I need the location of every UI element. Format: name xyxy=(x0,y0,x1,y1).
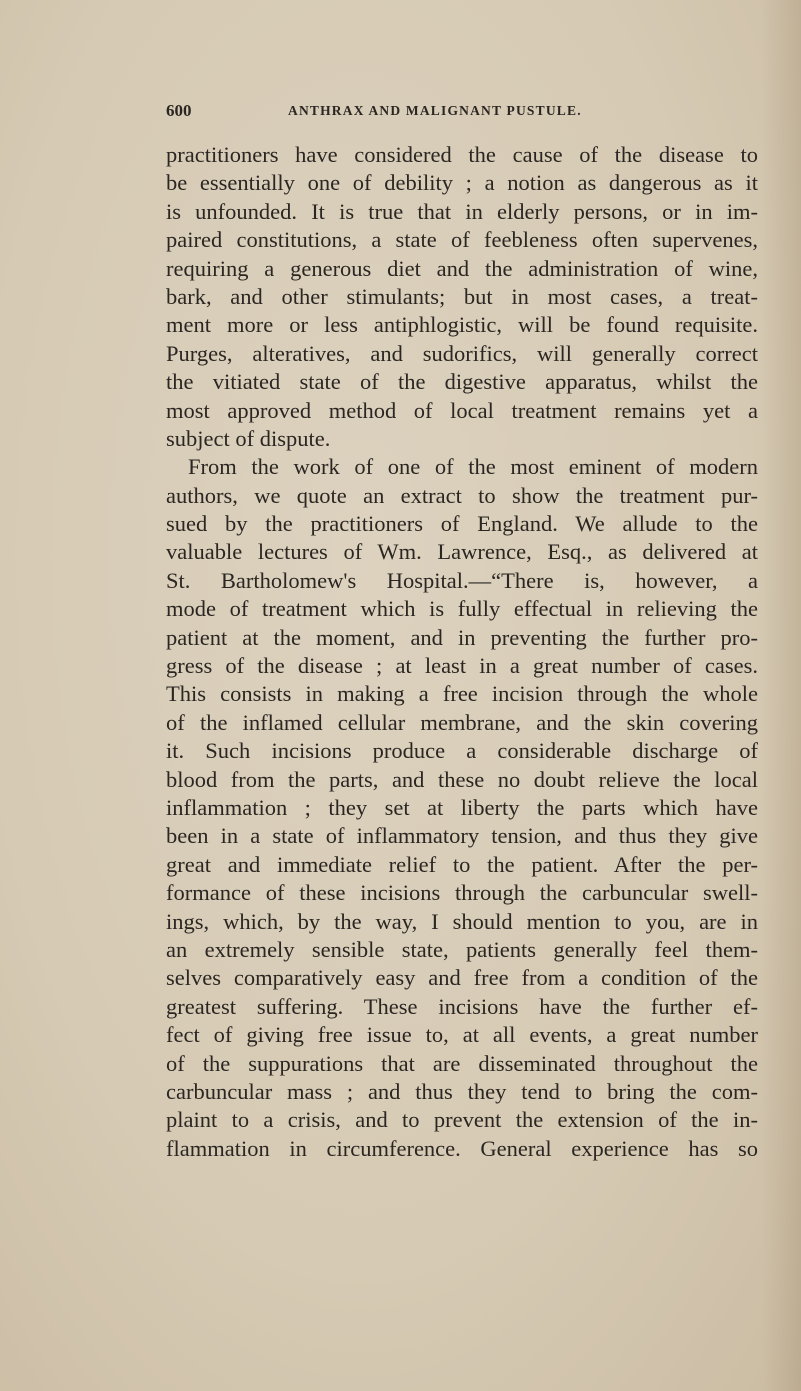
page-header xyxy=(166,101,758,121)
text-line: ment more or less antiphlogistic, will be found requisite. xyxy=(166,312,758,338)
text-line: paired constitutions, a state of feebleness often supervenes, xyxy=(166,227,758,253)
text-line: fect of giving free issue to, at all events, a great number xyxy=(166,1022,758,1048)
text-line: practitioners have considered the cause of the disease to xyxy=(166,142,758,167)
running-title: ANTHRAX AND MALIGNANT PUSTULE. xyxy=(288,103,582,118)
text-line: This consists in making a free incision through the whole xyxy=(166,681,758,707)
text-line: authors, we quote an extract to show the treatment pur- xyxy=(166,482,758,508)
text-line: subject of dispute. xyxy=(166,425,331,451)
text-line: sued by the practitioners of England. We allude to the xyxy=(166,511,758,537)
text-line: carbuncular mass ; and thus they tend to bring the com- xyxy=(166,1078,758,1104)
text-line: of the suppurations that are disseminated throughout the xyxy=(166,1050,758,1076)
text-line: been in a state of inflammatory tension, and thus they give xyxy=(166,823,758,849)
text-line: greatest suffering. These incisions have the further ef- xyxy=(166,993,758,1019)
text-line: gress of the disease ; at least in a great number of cases. xyxy=(166,653,758,679)
page-number: 600 xyxy=(166,101,192,120)
text-line: most approved method of local treatment remains yet a xyxy=(166,397,758,423)
text-line: formance of these incisions through the carbuncular swell- xyxy=(166,880,758,906)
text-line: patient at the moment, and in preventing the further pro- xyxy=(166,624,758,650)
text-line: of the inflamed cellular membrane, and the skin covering xyxy=(166,709,758,735)
text-line: an extremely sensible state, patients generally feel them- xyxy=(166,936,758,962)
text-line: blood from the parts, and these no doubt relieve the local xyxy=(166,766,758,792)
text-line: valuable lectures of Wm. Lawrence, Esq., as delivered at xyxy=(166,539,758,565)
text-line: it. Such incisions produce a considerable discharge of xyxy=(166,738,758,764)
text-line: the vitiated state of the digestive apparatus, whilst the xyxy=(166,369,758,395)
text-line: plaint to a crisis, and to prevent the extension of the in- xyxy=(166,1107,758,1133)
text-line: selves comparatively easy and free from a condition of the xyxy=(166,965,758,991)
text-line: is unfounded. It is true that in elderly persons, or in im- xyxy=(166,198,758,224)
text-line: inflammation ; they set at liberty the parts which have xyxy=(166,794,758,820)
text-line: Purges, alteratives, and sudorifics, will generally correct xyxy=(166,340,758,366)
text-line: ings, which, by the way, I should mention to you, are in xyxy=(166,908,758,934)
text-line: bark, and other stimulants; but in most cases, a treat- xyxy=(166,283,758,309)
text-line: St. Bartholomew's Hospital.—“There is, however, a xyxy=(166,567,758,593)
text-line: From the work of one of the most eminent of modern xyxy=(188,454,758,480)
text-line: requiring a generous diet and the administration of wine, xyxy=(166,255,758,281)
text-line: flammation in circumference. General experience has so xyxy=(166,1135,758,1161)
body-text xyxy=(166,141,758,1163)
text-line: mode of treatment which is fully effectual in relieving the xyxy=(166,596,758,622)
text-line: great and immediate relief to the patient. After the per- xyxy=(166,851,758,877)
text-line: be essentially one of debility ; a notion as dangerous as it xyxy=(166,170,758,196)
page-edge-shadow xyxy=(761,0,801,1391)
